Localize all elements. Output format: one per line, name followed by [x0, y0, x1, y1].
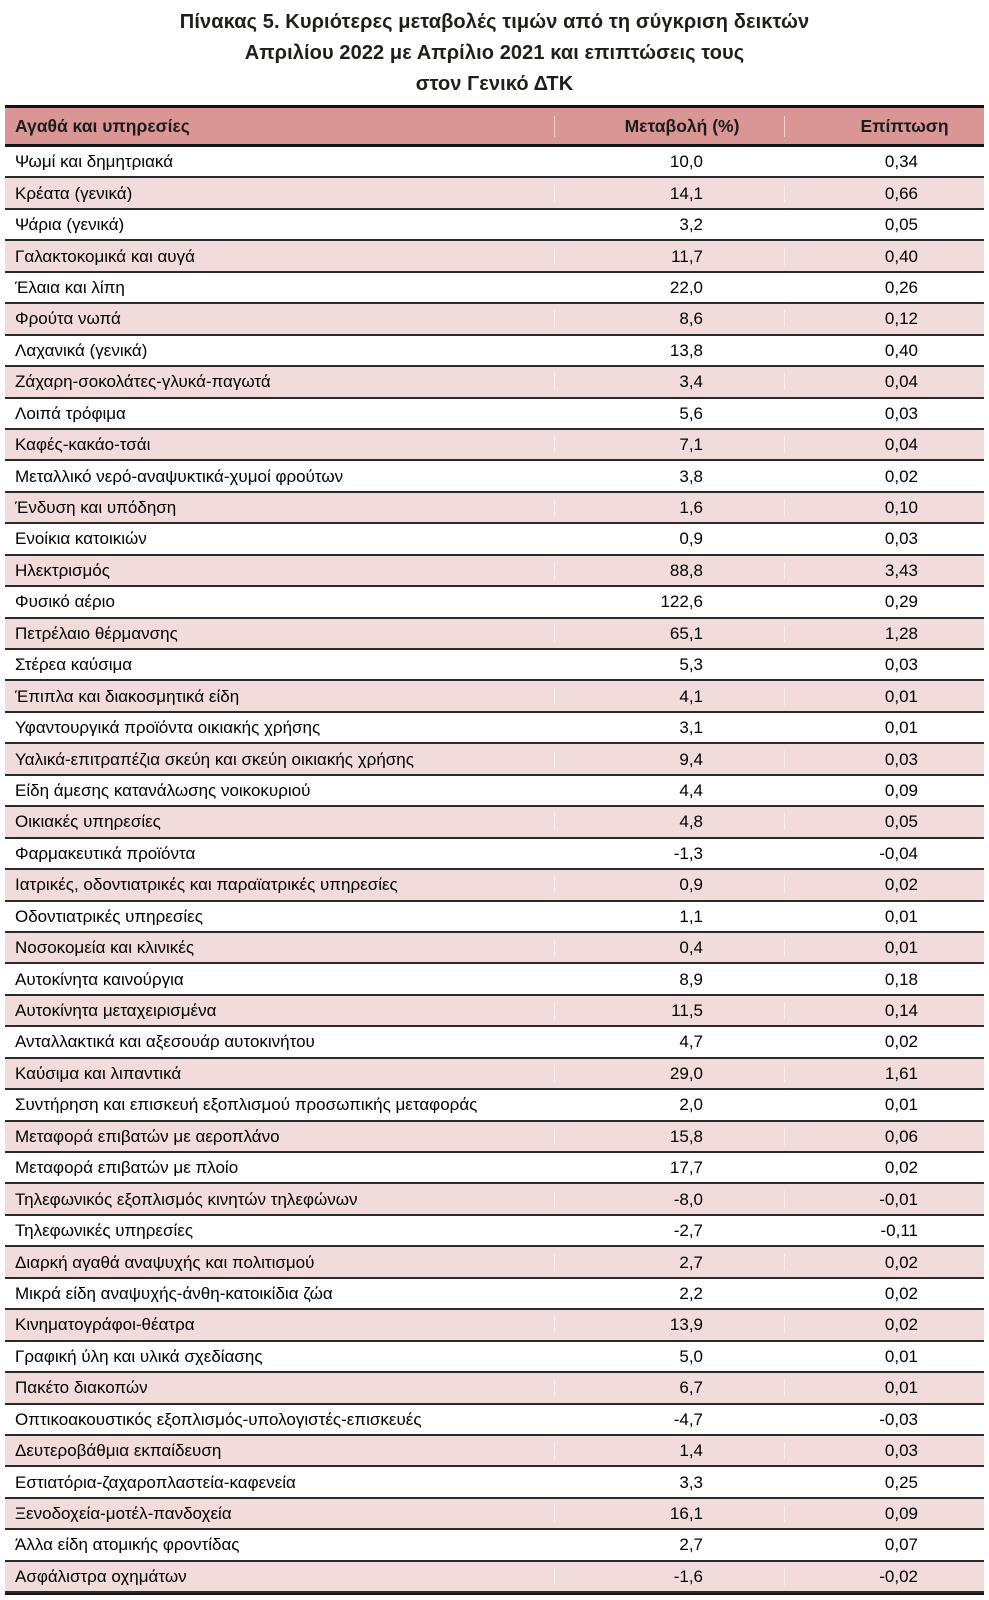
table-row — [5, 430, 984, 461]
goods-label: Κρέατα (γενικά) — [15, 184, 133, 202]
goods-label: Λαχανικά (γενικά) — [15, 341, 148, 359]
table-row — [5, 839, 984, 870]
change-percent-value: 88,8 — [554, 562, 784, 579]
goods-label: Υαλικά-επιτραπέζια σκεύη και σκεύη οικιακής χρήσης — [15, 750, 414, 768]
impact-value: 0,66 — [784, 185, 984, 202]
table-title-line-3: στον Γενικό ΔΤΚ — [415, 73, 574, 95]
change-percent-value: 7,1 — [554, 436, 784, 453]
column-header-change-percent: Μεταβολή (%) — [554, 116, 784, 137]
goods-label: Μεταφορά επιβατών με πλοίο — [15, 1159, 239, 1177]
goods-label: Λοιπά τρόφιμα — [15, 404, 126, 422]
impact-value: 0,03 — [784, 405, 984, 422]
table-row — [5, 1090, 984, 1121]
table-row — [5, 1247, 984, 1278]
goods-label: Έλαια και λίπη — [15, 278, 125, 296]
impact-value: 0,18 — [784, 971, 984, 988]
impact-value: 0,40 — [784, 342, 984, 359]
goods-label: Μεταφορά επιβατών με αεροπλάνο — [15, 1127, 280, 1145]
change-percent-value: 6,7 — [554, 1379, 784, 1396]
table-row — [5, 587, 984, 618]
table-row — [5, 1373, 984, 1404]
goods-label: Είδη άμεσης κατανάλωσης νοικοκυριού — [15, 781, 311, 799]
table-row — [5, 964, 984, 995]
impact-value: 0,01 — [784, 908, 984, 925]
impact-value: 0,06 — [784, 1128, 984, 1145]
goods-label: Πετρέλαιο θέρμανσης — [15, 624, 178, 642]
table-title-line-1: Πίνακας 5. Κυριότερες μεταβολές τιμών από τη σύγκριση δεικτών — [179, 11, 810, 33]
change-percent-value: 13,8 — [554, 342, 784, 359]
impact-value: 0,05 — [784, 813, 984, 830]
impact-value: 0,02 — [784, 876, 984, 893]
impact-value: -0,11 — [784, 1222, 984, 1239]
change-percent-value: 2,7 — [554, 1254, 784, 1271]
table-row — [5, 241, 984, 272]
cpi-changes-table — [5, 105, 984, 1595]
table-row — [5, 1122, 984, 1153]
goods-label: Τηλεφωνικές υπηρεσίες — [15, 1222, 194, 1240]
impact-value: 0,04 — [784, 436, 984, 453]
change-percent-value: 5,0 — [554, 1348, 784, 1365]
impact-value: 0,34 — [784, 153, 984, 170]
change-percent-value: 14,1 — [554, 185, 784, 202]
change-percent-value: 16,1 — [554, 1505, 784, 1522]
table-row — [5, 273, 984, 304]
table-body — [5, 147, 984, 1593]
table-header-row — [5, 108, 984, 147]
change-percent-value: 0,9 — [554, 530, 784, 547]
change-percent-value: 29,0 — [554, 1065, 784, 1082]
change-percent-value: 5,3 — [554, 656, 784, 673]
change-percent-value: 17,7 — [554, 1159, 784, 1176]
goods-label: Ψωμί και δημητριακά — [15, 153, 174, 171]
table-row — [5, 336, 984, 367]
table-row — [5, 807, 984, 838]
impact-value: -0,01 — [784, 1191, 984, 1208]
table-row — [5, 1153, 984, 1184]
goods-label: Πακέτο διακοπών — [15, 1379, 148, 1397]
impact-value: 0,09 — [784, 782, 984, 799]
table-row — [5, 556, 984, 587]
impact-value: 0,14 — [784, 1002, 984, 1019]
table-row — [5, 933, 984, 964]
table-title — [0, 0, 989, 100]
impact-value: 3,43 — [784, 562, 984, 579]
change-percent-value: 11,7 — [554, 248, 784, 265]
table-row — [5, 713, 984, 744]
table-row — [5, 619, 984, 650]
table-row — [5, 1405, 984, 1436]
impact-value: 0,02 — [784, 468, 984, 485]
table-row — [5, 1562, 984, 1593]
table-row — [5, 304, 984, 335]
table-row — [5, 367, 984, 398]
change-percent-value: 4,4 — [554, 782, 784, 799]
impact-value: 0,03 — [784, 656, 984, 673]
change-percent-value: 122,6 — [554, 593, 784, 610]
impact-value: 0,02 — [784, 1285, 984, 1302]
change-percent-value: 3,8 — [554, 468, 784, 485]
impact-value: 0,02 — [784, 1316, 984, 1333]
impact-value: -0,04 — [784, 845, 984, 862]
change-percent-value: 4,7 — [554, 1033, 784, 1050]
goods-label: Φαρμακευτικά προϊόντα — [15, 844, 196, 862]
column-header-impact: Επίπτωση — [784, 116, 984, 137]
table-row — [5, 902, 984, 933]
change-percent-value: -2,7 — [554, 1222, 784, 1239]
impact-value: 0,01 — [784, 719, 984, 736]
table-row — [5, 399, 984, 430]
change-percent-value: 4,1 — [554, 688, 784, 705]
table-row — [5, 147, 984, 178]
column-header-goods-services: Αγαθά και υπηρεσίες — [15, 115, 190, 136]
impact-value: 0,12 — [784, 310, 984, 327]
impact-value: 0,03 — [784, 530, 984, 547]
change-percent-value: 2,7 — [554, 1536, 784, 1553]
table-row — [5, 1467, 984, 1498]
goods-label: Αυτοκίνητα μεταχειρισμένα — [15, 1002, 217, 1020]
goods-label: Διαρκή αγαθά αναψυχής και πολιτισμού — [15, 1253, 315, 1271]
impact-value: 0,02 — [784, 1033, 984, 1050]
goods-label: Ενοίκια κατοικιών — [15, 530, 147, 548]
goods-label: Ένδυση και υπόδηση — [15, 499, 177, 517]
goods-label: Γαλακτοκομικά και αυγά — [15, 247, 195, 265]
table-row — [5, 178, 984, 209]
goods-label: Φρούτα νωπά — [15, 310, 121, 328]
impact-value: 0,04 — [784, 373, 984, 390]
change-percent-value: 11,5 — [554, 1002, 784, 1019]
change-percent-value: 3,4 — [554, 373, 784, 390]
impact-value: 0,10 — [784, 499, 984, 516]
table-title-line-2: Απριλίου 2022 με Απρίλιο 2021 και επιπτώσεις τους — [244, 42, 745, 64]
change-percent-value: 13,9 — [554, 1316, 784, 1333]
change-percent-value: 2,0 — [554, 1096, 784, 1113]
change-percent-value: 3,1 — [554, 719, 784, 736]
impact-value: 0,05 — [784, 216, 984, 233]
table-row — [5, 1279, 984, 1310]
table-row — [5, 1310, 984, 1341]
change-percent-value: 8,6 — [554, 310, 784, 327]
goods-label: Νοσοκομεία και κλινικές — [15, 939, 195, 957]
table-row — [5, 1059, 984, 1090]
table-row — [5, 1184, 984, 1215]
goods-label: Οικιακές υπηρεσίες — [15, 813, 161, 831]
goods-label: Μικρά είδη αναψυχής-άνθη-κατοικίδια ζώα — [15, 1284, 333, 1302]
change-percent-value: 1,1 — [554, 908, 784, 925]
goods-label: Ψάρια (γενικά) — [15, 216, 125, 234]
impact-value: 0,02 — [784, 1254, 984, 1271]
impact-value: 0,26 — [784, 279, 984, 296]
goods-label: Στέρεα καύσιμα — [15, 656, 133, 674]
goods-label: Συντήρηση και επισκευή εξοπλισμού προσωπικής μεταφοράς — [15, 1096, 478, 1114]
change-percent-value: 22,0 — [554, 279, 784, 296]
change-percent-value: -8,0 — [554, 1191, 784, 1208]
impact-value: 1,61 — [784, 1065, 984, 1082]
change-percent-value: 3,3 — [554, 1474, 784, 1491]
table-row — [5, 681, 984, 712]
goods-label: Ζάχαρη-σοκολάτες-γλυκά-παγωτά — [15, 373, 271, 391]
impact-value: 0,07 — [784, 1536, 984, 1553]
table-row — [5, 524, 984, 555]
impact-value: 0,29 — [784, 593, 984, 610]
goods-label: Άλλα είδη ατομικής φροντίδας — [15, 1536, 240, 1554]
impact-value: 0,25 — [784, 1474, 984, 1491]
goods-label: Μεταλλικό νερό-αναψυκτικά-χυμοί φρούτων — [15, 467, 344, 485]
goods-label: Υφαντουργικά προϊόντα οικιακής χρήσης — [15, 719, 321, 737]
table-row — [5, 1027, 984, 1058]
table-row — [5, 493, 984, 524]
table-row — [5, 461, 984, 492]
impact-value: 0,01 — [784, 1096, 984, 1113]
change-percent-value: 2,2 — [554, 1285, 784, 1302]
change-percent-value: 1,6 — [554, 499, 784, 516]
table-row — [5, 1436, 984, 1467]
goods-label: Ανταλλακτικά και αξεσουάρ αυτοκινήτου — [15, 1033, 315, 1051]
impact-value: 0,03 — [784, 751, 984, 768]
impact-value: 0,01 — [784, 688, 984, 705]
table-row — [5, 744, 984, 775]
change-percent-value: 15,8 — [554, 1128, 784, 1145]
impact-value: 0,01 — [784, 1379, 984, 1396]
goods-label: Καφές-κακάο-τσάι — [15, 436, 151, 454]
change-percent-value: 0,9 — [554, 876, 784, 893]
table-row — [5, 650, 984, 681]
change-percent-value: -1,3 — [554, 845, 784, 862]
change-percent-value: 5,6 — [554, 405, 784, 422]
impact-value: 0,40 — [784, 248, 984, 265]
goods-label: Καύσιμα και λιπαντικά — [15, 1064, 182, 1082]
goods-label: Γραφική ύλη και υλικά σχεδίασης — [15, 1347, 263, 1365]
table-row — [5, 210, 984, 241]
impact-value: 1,28 — [784, 625, 984, 642]
table-row — [5, 996, 984, 1027]
change-percent-value: 10,0 — [554, 153, 784, 170]
goods-label: Οπτικοακουστικός εξοπλισμός-υπολογιστές-επισκευές — [15, 1410, 422, 1428]
table-row — [5, 1499, 984, 1530]
change-percent-value: -1,6 — [554, 1568, 784, 1585]
impact-value: 0,09 — [784, 1505, 984, 1522]
change-percent-value: 0,4 — [554, 939, 784, 956]
impact-value: 0,01 — [784, 1348, 984, 1365]
goods-label: Ασφάλιστρα οχημάτων — [15, 1567, 187, 1585]
impact-value: 0,03 — [784, 1442, 984, 1459]
goods-label: Δευτεροβάθμια εκπαίδευση — [15, 1442, 222, 1460]
goods-label: Ηλεκτρισμός — [15, 561, 110, 579]
goods-label: Οδοντιατρικές υπηρεσίες — [15, 907, 203, 925]
table-row — [5, 1342, 984, 1373]
impact-value: 0,01 — [784, 939, 984, 956]
change-percent-value: 1,4 — [554, 1442, 784, 1459]
change-percent-value: 65,1 — [554, 625, 784, 642]
change-percent-value: 3,2 — [554, 216, 784, 233]
goods-label: Ιατρικές, οδοντιατρικές και παραϊατρικές υπηρεσίες — [15, 876, 398, 894]
change-percent-value: 9,4 — [554, 751, 784, 768]
change-percent-value: 4,8 — [554, 813, 784, 830]
impact-value: -0,02 — [784, 1568, 984, 1585]
goods-label: Αυτοκίνητα καινούργια — [15, 970, 184, 988]
goods-label: Εστιατόρια-ζαχαροπλαστεία-καφενεία — [15, 1473, 296, 1491]
impact-value: -0,03 — [784, 1411, 984, 1428]
table-row — [5, 1530, 984, 1561]
goods-label: Φυσικό αέριο — [15, 593, 115, 611]
table-row — [5, 1216, 984, 1247]
table-row — [5, 870, 984, 901]
goods-label: Ξενοδοχεία-μοτέλ-πανδοχεία — [15, 1505, 232, 1523]
change-percent-value: -4,7 — [554, 1411, 784, 1428]
goods-label: Κινηματογράφοι-θέατρα — [15, 1316, 195, 1334]
impact-value: 0,02 — [784, 1159, 984, 1176]
table-row — [5, 776, 984, 807]
goods-label: Έπιπλα και διακοσμητικά είδη — [15, 687, 240, 705]
change-percent-value: 8,9 — [554, 971, 784, 988]
goods-label: Τηλεφωνικός εξοπλισμός κινητών τηλεφώνων — [15, 1190, 358, 1208]
